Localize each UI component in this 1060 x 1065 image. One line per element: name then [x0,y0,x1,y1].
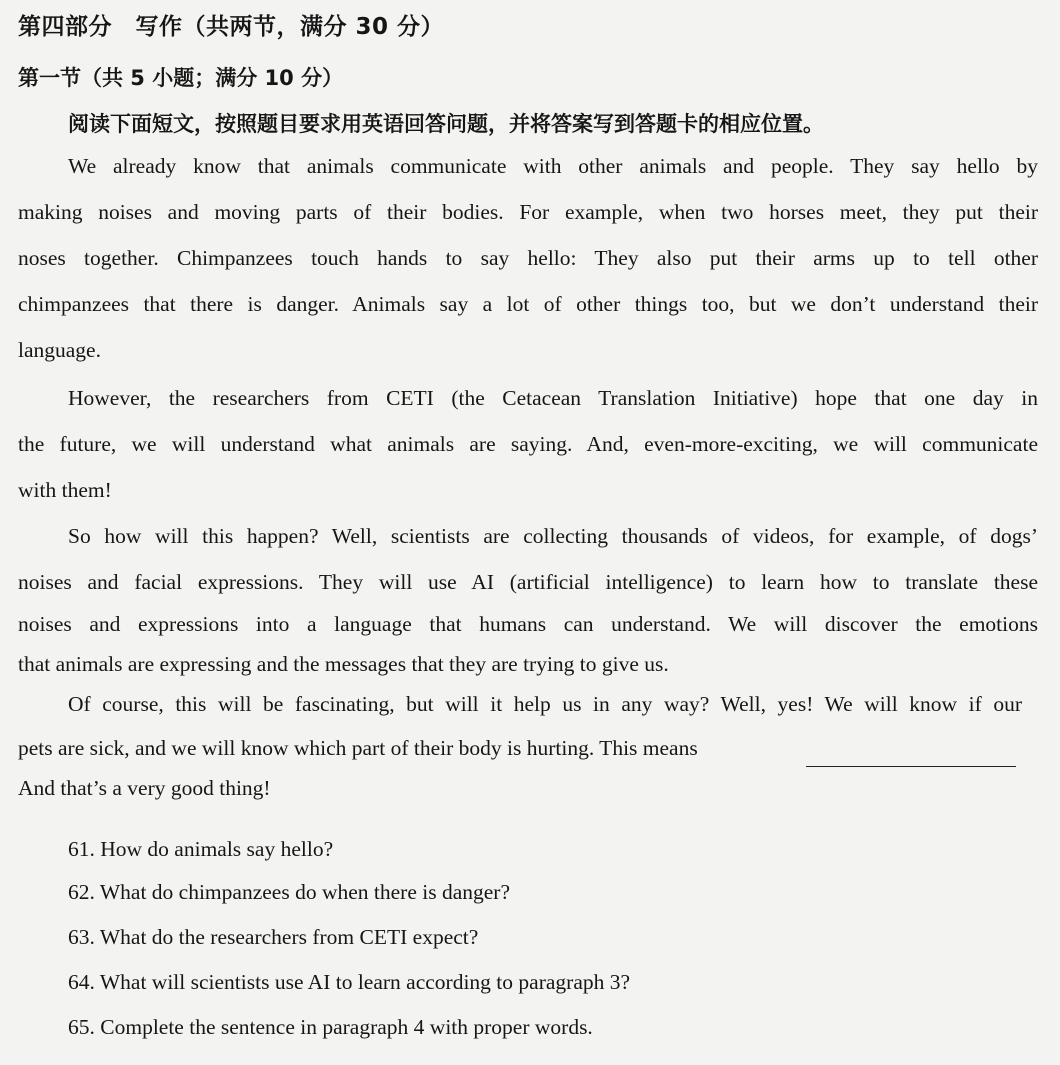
passage-p2-line-3: with them! [18,478,112,502]
question-64: 64. What will scientists use AI to learn according to paragraph 3? [68,970,631,994]
passage-p1-line-1: We already know that animals communicate with other animals and people. They say hello by [68,154,1038,178]
part-title: 第四部分 写作（共两节，满分 30 分） [18,14,445,40]
passage-p4-line-3: And that’s a very good thing! [18,776,271,800]
passage-p3-line-1: So how will this happen? Well, scientists are collecting thousands of videos, for example, of dogs’ [68,524,1038,548]
question-62: 62. What do chimpanzees do when there is danger? [68,880,510,904]
question-63: 63. What do the researchers from CETI expect? [68,925,479,949]
passage-p1-line-3: noses together. Chimpanzees touch hands to say hello: They also put their arms up to tell other [18,246,1038,270]
passage-p3-line-2: noises and facial expressions. They will use AI (artificial intelligence) to learn how to translate these [18,570,1038,594]
passage-p1-line-4: chimpanzees that there is danger. Animals say a lot of other things too, but we don’t understand their [18,292,1038,316]
question-65: 65. Complete the sentence in paragraph 4 with proper words. [68,1015,593,1039]
passage-p3-line-4: that animals are expressing and the messages that they are trying to give us. [18,652,669,676]
question-61: 61. How do animals say hello? [68,837,334,861]
passage-p3-line-3: noises and expressions into a language that humans can understand. We will discover the emotions [18,612,1038,636]
answer-blank[interactable] [806,766,1016,767]
passage-p2-line-1: However, the researchers from CETI (the Cetacean Translation Initiative) hope that one day in [68,386,1038,410]
passage-p1-line-2: making noises and moving parts of their bodies. For example, when two horses meet, they put their [18,200,1038,224]
passage-p1-line-5: language. [18,338,101,362]
passage-p4-line-2: pets are sick, and we will know which part of their body is hurting. This means [18,736,698,760]
section-title: 第一节（共 5 小题；满分 10 分） [18,66,344,90]
passage-p4-line-1: Of course, this will be fascinating, but will it help us in any way? Well, yes! We will know if our [68,692,1022,716]
instruction: 阅读下面短文，按照题目要求用英语回答问题，并将答案写到答题卡的相应位置。 [68,112,824,136]
passage-p2-line-2: the future, we will understand what animals are saying. And, even-more-exciting, we will communicate [18,432,1038,456]
